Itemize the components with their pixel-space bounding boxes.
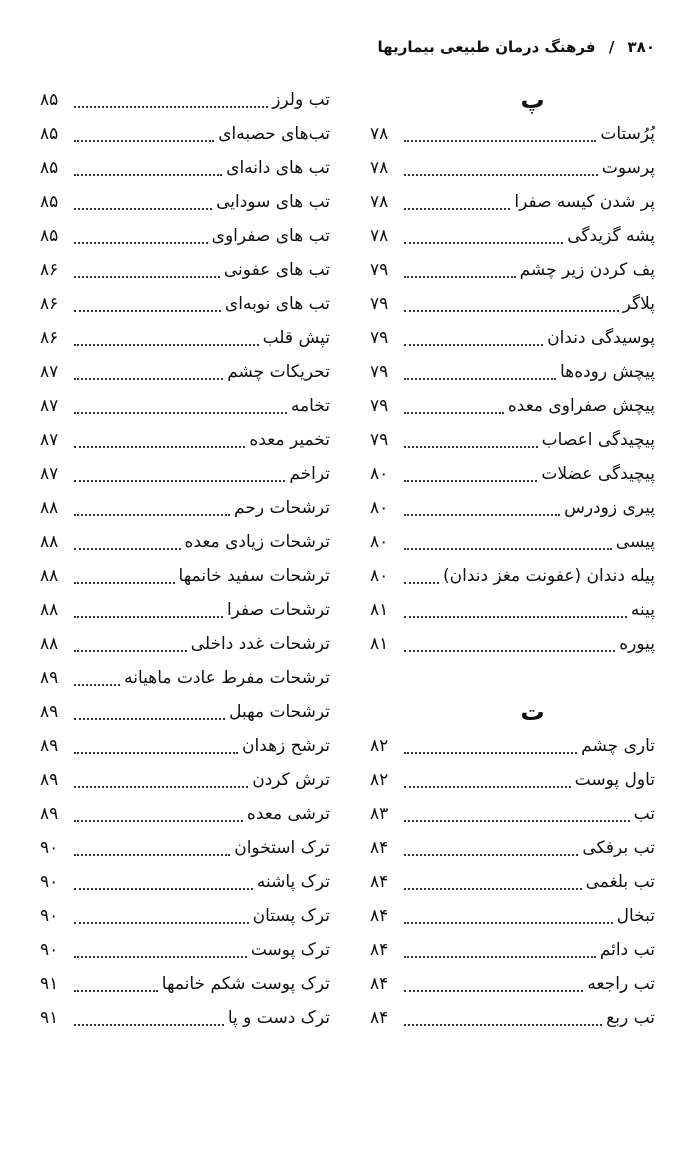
dot-leader xyxy=(404,956,596,958)
running-header xyxy=(378,38,655,56)
index-entry xyxy=(370,185,655,219)
dot-leader xyxy=(404,548,612,550)
dot-leader xyxy=(404,990,583,992)
dot-leader xyxy=(74,480,285,482)
entry-term: ترشی معده xyxy=(246,804,330,824)
entry-term: تبخال xyxy=(616,906,655,926)
entry-term: تب راجعه xyxy=(587,974,655,994)
entry-term: ترشحات مهبل xyxy=(229,702,330,722)
dot-leader xyxy=(74,174,222,176)
dot-leader xyxy=(74,378,223,380)
entry-term: تب ولرز xyxy=(272,90,330,110)
entry-page-number: ۹۰ xyxy=(40,906,59,926)
entry-page-number: ۷۹ xyxy=(370,430,389,450)
dot-leader xyxy=(74,718,225,720)
entry-page-number: ۸۸ xyxy=(40,600,59,620)
entry-term: تخمیر معده xyxy=(249,430,330,450)
entry-term: پیسی xyxy=(615,532,655,552)
index-entry xyxy=(40,593,330,627)
entry-page-number: ۷۹ xyxy=(370,396,389,416)
index-entry xyxy=(40,831,330,865)
entry-page-number: ۸۵ xyxy=(40,124,59,144)
index-entry xyxy=(370,899,655,933)
entry-page-number: ۸۷ xyxy=(40,430,59,450)
entry-page-number: ۸۶ xyxy=(40,294,59,314)
dot-leader xyxy=(74,650,187,652)
index-entry xyxy=(370,593,655,627)
dot-leader xyxy=(74,956,247,958)
index-entry xyxy=(370,831,655,865)
index-entry xyxy=(370,865,655,899)
header-separator: / xyxy=(608,38,615,56)
entry-page-number: ۸۴ xyxy=(370,872,389,892)
dot-leader xyxy=(404,854,578,856)
index-entry xyxy=(40,559,330,593)
entry-page-number: ۸۸ xyxy=(40,566,59,586)
dot-leader xyxy=(74,684,120,686)
dot-leader xyxy=(74,514,230,516)
index-column-right xyxy=(370,83,655,1035)
entry-term: پیچش روده‌ها xyxy=(560,362,655,382)
index-entry xyxy=(370,287,655,321)
entry-page-number: ۸۴ xyxy=(370,838,389,858)
entry-page-number: ۸۸ xyxy=(40,634,59,654)
entry-term: تحریکات چشم xyxy=(227,362,330,382)
entry-page-number: ۹۱ xyxy=(40,1008,59,1028)
dot-leader xyxy=(404,140,596,142)
entry-term: تب های عفونی xyxy=(223,260,330,280)
dot-leader xyxy=(74,854,230,856)
entry-term: پینه xyxy=(630,600,655,620)
book-title: فرهنگ درمان طبیعی بیماریها xyxy=(377,38,596,56)
entry-page-number: ۷۹ xyxy=(370,260,389,280)
dot-leader xyxy=(404,480,537,482)
index-entry xyxy=(40,933,330,967)
index-entry xyxy=(40,355,330,389)
entry-page-number: ۸۰ xyxy=(370,532,389,552)
entry-page-number: ۸۲ xyxy=(370,770,389,790)
entry-page-number: ۸۷ xyxy=(40,464,59,484)
index-entry xyxy=(370,253,655,287)
entry-page-number: ۸۹ xyxy=(40,702,59,722)
entry-term: پیله دندان (عفونت مغز دندان) xyxy=(443,566,655,586)
index-entry xyxy=(370,627,655,661)
entry-term: تب بلغمی xyxy=(585,872,655,892)
entry-term: پیچیدگی اعصاب xyxy=(541,430,655,450)
entry-term: ترشحات رحم xyxy=(234,498,330,518)
index-entry xyxy=(370,117,655,151)
entry-term: ترشح زهدان xyxy=(241,736,330,756)
dot-leader xyxy=(404,1024,602,1026)
entry-page-number: ۹۰ xyxy=(40,940,59,960)
dot-leader xyxy=(404,378,556,380)
dot-leader xyxy=(74,922,249,924)
dot-leader xyxy=(74,582,175,584)
entry-term: تب دائم xyxy=(599,940,655,960)
entry-page-number: ۷۸ xyxy=(370,192,389,212)
section-letter: ت xyxy=(520,698,545,726)
entry-page-number: ۸۹ xyxy=(40,804,59,824)
entry-term: پیچیدگی عضلات xyxy=(541,464,655,484)
index-entry xyxy=(40,695,330,729)
entry-page-number: ۸۵ xyxy=(40,90,59,110)
dot-leader xyxy=(74,208,212,210)
spacer xyxy=(370,661,655,695)
index-entry xyxy=(40,729,330,763)
index-entry xyxy=(40,525,330,559)
entry-page-number: ۸۰ xyxy=(370,498,389,518)
entry-page-number: ۸۵ xyxy=(40,226,59,246)
index-entry xyxy=(370,219,655,253)
entry-page-number: ۸۶ xyxy=(40,328,59,348)
entry-term: ترشحات غدد داخلی xyxy=(190,634,330,654)
index-entry xyxy=(40,219,330,253)
dot-leader xyxy=(404,888,582,890)
dot-leader xyxy=(404,310,619,312)
entry-page-number: ۷۹ xyxy=(370,362,389,382)
entry-term: پشه گزیدگی xyxy=(567,226,655,246)
index-entry xyxy=(370,525,655,559)
dot-leader xyxy=(404,344,543,346)
entry-page-number: ۷۸ xyxy=(370,226,389,246)
dot-leader xyxy=(404,820,630,822)
entry-term: پف کردن زیر چشم xyxy=(519,260,655,280)
entry-page-number: ۸۲ xyxy=(370,736,389,756)
entry-page-number: ۸۸ xyxy=(40,498,59,518)
entry-page-number: ۹۰ xyxy=(40,872,59,892)
entry-term: ترک پاشنه xyxy=(256,872,330,892)
index-entry xyxy=(40,1001,330,1035)
dot-leader xyxy=(74,786,248,788)
entry-page-number: ۸۱ xyxy=(370,600,389,620)
dot-leader xyxy=(404,752,577,754)
dot-leader xyxy=(404,276,516,278)
index-entry xyxy=(370,933,655,967)
entry-term: ترشحات سفید خانمها xyxy=(178,566,330,586)
dot-leader xyxy=(404,650,615,652)
entry-term: پر شدن کیسه صفرا xyxy=(514,192,655,212)
index-entry xyxy=(370,967,655,1001)
index-entry xyxy=(370,355,655,389)
entry-page-number: ۸۹ xyxy=(40,736,59,756)
dot-leader xyxy=(404,786,571,788)
dot-leader xyxy=(74,752,238,754)
entry-page-number: ۸۴ xyxy=(370,1008,389,1028)
entry-term: تپش قلب xyxy=(262,328,330,348)
dot-leader xyxy=(404,582,439,584)
entry-term: تب های نوبه‌ای xyxy=(224,294,330,314)
entry-term: تاول پوست xyxy=(574,770,655,790)
entry-page-number: ۸۹ xyxy=(40,770,59,790)
dot-leader xyxy=(404,616,627,618)
dot-leader xyxy=(404,412,504,414)
dot-leader xyxy=(404,922,613,924)
dot-leader xyxy=(74,140,214,142)
index-entry xyxy=(40,627,330,661)
entry-page-number: ۸۸ xyxy=(40,532,59,552)
entry-page-number: ۹۰ xyxy=(40,838,59,858)
entry-term: تب ربع xyxy=(606,1008,655,1028)
index-entry xyxy=(40,865,330,899)
index-entry xyxy=(40,321,330,355)
dot-leader xyxy=(74,990,158,992)
dot-leader xyxy=(404,208,510,210)
entry-term: ترش کردن xyxy=(252,770,330,790)
entry-term: ترشحات صفرا xyxy=(226,600,330,620)
dot-leader xyxy=(74,1024,224,1026)
entry-term: ترشحات زیادی معده xyxy=(184,532,330,552)
entry-page-number: ۸۴ xyxy=(370,974,389,994)
index-entry xyxy=(370,151,655,185)
index-entry xyxy=(40,423,330,457)
entry-page-number: ۸۵ xyxy=(40,192,59,212)
dot-leader xyxy=(74,106,268,108)
entry-page-number: ۸۴ xyxy=(370,940,389,960)
entry-term: تاری چشم xyxy=(581,736,655,756)
index-entry xyxy=(40,253,330,287)
entry-term: پوسیدگی دندان xyxy=(547,328,655,348)
dot-leader xyxy=(74,888,253,890)
entry-page-number: ۷۸ xyxy=(370,158,389,178)
entry-page-number: ۸۳ xyxy=(370,804,389,824)
page-number: ۳۸۰ xyxy=(627,38,655,56)
dot-leader xyxy=(74,820,243,822)
index-entry xyxy=(40,389,330,423)
dot-leader xyxy=(404,242,563,244)
entry-page-number: ۸۹ xyxy=(40,668,59,688)
dot-leader xyxy=(74,412,287,414)
index-entry xyxy=(370,763,655,797)
entry-term: پرسوت xyxy=(601,158,655,178)
index-entry xyxy=(40,661,330,695)
dot-leader xyxy=(74,276,220,278)
entry-page-number: ۸۰ xyxy=(370,566,389,586)
index-entry xyxy=(370,729,655,763)
entry-page-number: ۷۸ xyxy=(370,124,389,144)
index-entry xyxy=(370,423,655,457)
dot-leader xyxy=(74,344,259,346)
index-entry xyxy=(370,1001,655,1035)
index-entry xyxy=(40,151,330,185)
entry-term: تب های سودایی xyxy=(216,192,330,212)
entry-term: ترک پوست شکم خانمها xyxy=(161,974,330,994)
entry-page-number: ۸۷ xyxy=(40,396,59,416)
entry-term: پیوره xyxy=(619,634,655,654)
dot-leader xyxy=(74,446,245,448)
entry-page-number: ۷۹ xyxy=(370,328,389,348)
entry-page-number: ۸۵ xyxy=(40,158,59,178)
entry-term: تخامه xyxy=(290,396,330,416)
entry-term: ترشحات مفرط عادت ماهیانه xyxy=(124,668,330,688)
dot-leader xyxy=(74,616,223,618)
dot-leader xyxy=(74,310,221,312)
index-entry xyxy=(40,967,330,1001)
entry-term: تب xyxy=(633,804,655,824)
index-entry xyxy=(370,457,655,491)
entry-page-number: ۸۰ xyxy=(370,464,389,484)
index-entry xyxy=(40,491,330,525)
index-entry xyxy=(370,389,655,423)
entry-term: ترک پوست xyxy=(250,940,330,960)
index-entry xyxy=(40,117,330,151)
index-entry xyxy=(370,559,655,593)
index-entry xyxy=(40,185,330,219)
index-entry xyxy=(40,457,330,491)
entry-page-number: ۸۱ xyxy=(370,634,389,654)
index-entry xyxy=(40,83,330,117)
entry-term: پُرُستات xyxy=(600,124,655,144)
entry-term: تب برفکی xyxy=(582,838,655,858)
entry-term: پیری زودرس xyxy=(564,498,655,518)
index-entry xyxy=(40,287,330,321)
entry-term: تب های دانه‌ای xyxy=(226,158,330,178)
entry-term: تب های صفراوی xyxy=(211,226,330,246)
entry-page-number: ۸۷ xyxy=(40,362,59,382)
dot-leader xyxy=(74,242,208,244)
section-letter: پ xyxy=(520,86,545,114)
entry-term: ترک دست و پا xyxy=(227,1008,330,1028)
entry-term: ترک استخوان xyxy=(234,838,330,858)
entry-page-number: ۸۴ xyxy=(370,906,389,926)
index-entry xyxy=(370,797,655,831)
entry-term: ترک پستان xyxy=(252,906,330,926)
entry-term: تراخم xyxy=(289,464,330,484)
index-entry xyxy=(40,899,330,933)
index-entry xyxy=(370,321,655,355)
dot-leader xyxy=(404,174,598,176)
dot-leader xyxy=(404,446,538,448)
entry-term: تب‌های حصبه‌ای xyxy=(218,124,330,144)
index-entry xyxy=(40,763,330,797)
entry-page-number: ۸۶ xyxy=(40,260,59,280)
entry-term: پیچش صفراوی معده xyxy=(507,396,655,416)
entry-term: پلاگر xyxy=(622,294,655,314)
entry-page-number: ۷۹ xyxy=(370,294,389,314)
index-entry xyxy=(370,491,655,525)
entry-page-number: ۹۱ xyxy=(40,974,59,994)
index-column-left xyxy=(40,83,330,1035)
dot-leader xyxy=(74,548,181,550)
index-entry xyxy=(40,797,330,831)
dot-leader xyxy=(404,514,560,516)
